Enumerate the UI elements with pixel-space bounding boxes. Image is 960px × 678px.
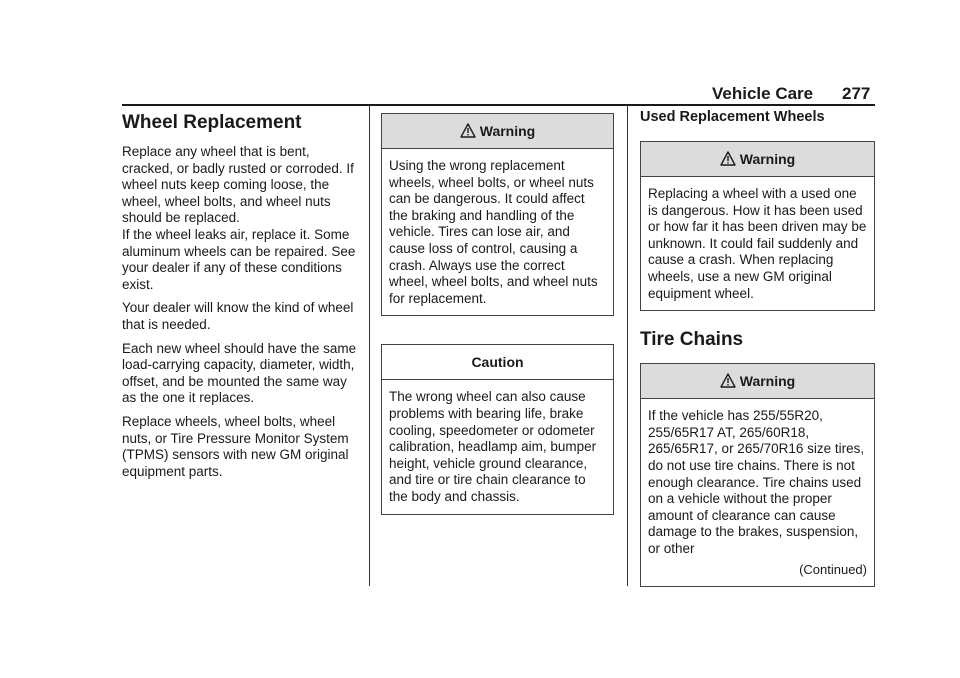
warning-label: Warning	[739, 373, 796, 390]
paragraph: Your dealer will know the kind of wheel that is needed.	[122, 300, 354, 332]
column-divider	[369, 106, 370, 586]
continued-label: (Continued)	[799, 561, 867, 577]
paragraph: Each new wheel should have the same load-carrying capacity, diameter, width, offset, and be mounted the same way as the one it replaces.	[122, 340, 357, 406]
warning-body	[641, 399, 874, 586]
column-left	[122, 108, 357, 487]
page-number: 277	[842, 84, 871, 103]
warning-box	[640, 363, 875, 587]
subsection-title: Used Replacement Wheels	[640, 109, 825, 125]
warning-header	[641, 142, 874, 177]
section-title: Tire Chains	[640, 329, 744, 351]
paragraph: Replace any wheel that is bent, cracked, or badly rusted or corroded. If wheel nuts keep coming loose, the wheel, wheel bolts, and wheel nuts should be replaced.	[122, 144, 354, 226]
column-middle	[381, 108, 614, 515]
warning-box	[640, 141, 875, 311]
column-divider	[627, 106, 628, 586]
warning-header	[382, 114, 613, 149]
caution-label: Caution	[471, 354, 524, 371]
warning-text: If the vehicle has 255/55R20, 255/65R17 AT, 265/60R18, 265/65R17, or 265/70R16 size tires, do not use tire chains. There is not enough clearance. Tire chains used on a vehicle without the proper amount of clearance can cause damage to the brakes, suspension, or other	[648, 408, 865, 556]
warning-triangle-icon	[720, 366, 736, 400]
caution-text: The wrong wheel can also cause problems with bearing life, brake cooling, speedometer or odometer calibration, headlamp aim, bumper height, vehicle ground clearance, and tire or tire chain clearance to the body and chassis.	[389, 389, 597, 504]
warning-header	[641, 364, 874, 399]
header-section-title: Vehicle Care	[712, 84, 814, 103]
warning-triangle-icon	[720, 144, 736, 178]
caution-box	[381, 344, 614, 514]
caution-header	[382, 345, 613, 380]
warning-box	[381, 113, 614, 316]
section-title: Wheel Replacement	[122, 112, 302, 133]
paragraph: Replace wheels, wheel bolts, wheel nuts, or Tire Pressure Monitor System (TPMS) sensors with new GM original equipment parts.	[122, 413, 349, 479]
paragraph: If the wheel leaks air, replace it. Some aluminum wheels can be repaired. See your dealer if any of these conditions exist.	[122, 226, 356, 292]
column-right	[640, 108, 875, 587]
header-rule	[122, 104, 875, 106]
warning-text: Replacing a wheel with a used one is dangerous. How it has been used or how far it has been driven may be unknown. It could fail suddenly and cause a crash. When replacing wheels, use a new GM original equipment wheel.	[648, 186, 867, 301]
warning-label: Warning	[479, 123, 536, 139]
warning-label: Warning	[739, 151, 796, 167]
warning-triangle-icon	[460, 116, 476, 150]
warning-text: Using the wrong replacement wheels, wheel bolts, or wheel nuts can be dangerous. It could affect the braking and handling of the vehicle. Tires can lose air, and cause loss of control, causing a crash. Always use the correct wheel, wheel bolts, and wheel nuts for replacement.	[389, 158, 598, 306]
